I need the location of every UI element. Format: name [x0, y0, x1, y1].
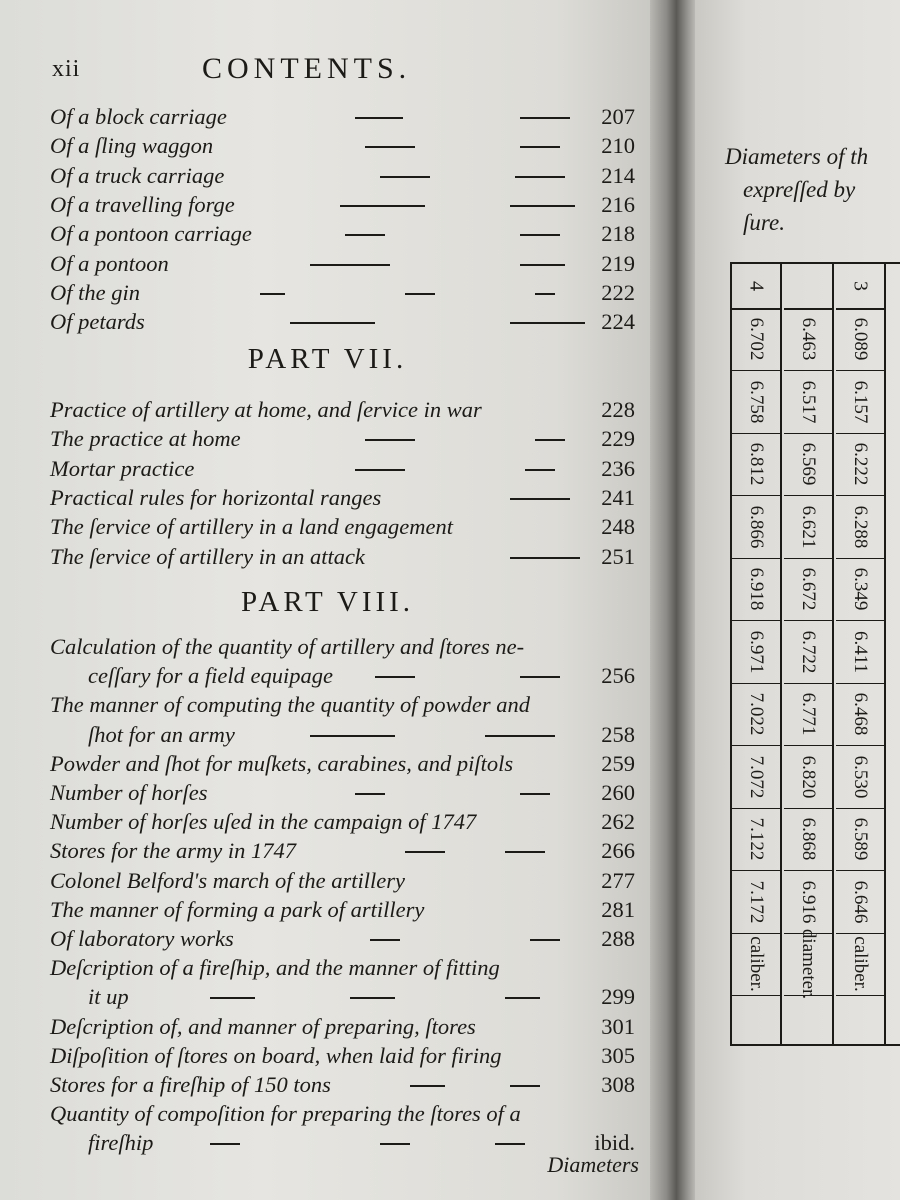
- entry-page-number: 258: [601, 721, 635, 747]
- contents-entry: [50, 778, 635, 807]
- leader-rule: [510, 205, 575, 207]
- leader-rule: [210, 997, 255, 999]
- contents-entry: [50, 866, 635, 895]
- contents-entry: [50, 161, 635, 190]
- leader-rule: [530, 939, 560, 941]
- table-cell: [784, 496, 832, 559]
- contents-entry: [50, 749, 635, 778]
- cell-value: 6.868: [798, 817, 819, 861]
- cell-value: 6.463: [798, 317, 819, 361]
- table-cell: [784, 808, 832, 871]
- leader-rule: [520, 117, 570, 119]
- leader-rule: [350, 997, 395, 999]
- leader-rule: [375, 676, 415, 678]
- cell-value: 6.517: [798, 380, 819, 423]
- contents-entry: [50, 1012, 635, 1041]
- leader-rule: [525, 469, 555, 471]
- entry-page-number: ibid.: [594, 1130, 635, 1156]
- cell-value: 6.971: [746, 630, 767, 673]
- leader-rule: [355, 469, 405, 471]
- entry-title: Diſpoſition of ſtores on board, when laid for firing: [50, 1042, 502, 1068]
- leader-rule: [515, 176, 565, 178]
- table-cell: [732, 308, 780, 371]
- contents-entry: [50, 424, 635, 453]
- leader-rule: [485, 735, 555, 737]
- entry-page-number: 216: [601, 191, 635, 217]
- contents-entry: [50, 307, 635, 336]
- leader-rule: [535, 293, 555, 295]
- entry-page-number: 224: [601, 309, 635, 335]
- column-header-label: 3: [849, 281, 872, 291]
- entry-title: Powder and ſhot for muſkets, carabines, and piſtols: [50, 750, 514, 776]
- contents-entry: [50, 690, 635, 719]
- table-heading: [725, 140, 868, 239]
- running-title: CONTENTS.: [202, 52, 412, 85]
- entry-title: Of petards: [50, 309, 145, 335]
- entry-title: Number of horſes uſed in the campaign of 1747: [50, 809, 477, 835]
- cell-value: 6.468: [850, 692, 871, 736]
- right-page: [695, 0, 900, 1200]
- cell-value: 6.702: [746, 317, 767, 361]
- table-cell: [732, 433, 780, 496]
- cell-value: 6.771: [798, 692, 819, 736]
- table-cell: [732, 683, 780, 746]
- contents-entry: [50, 219, 635, 248]
- cell-value: 6.157: [850, 380, 871, 423]
- cell-value: diameter.: [798, 928, 819, 1000]
- contents-entry: [50, 542, 635, 571]
- heading-line: Diameters of th: [725, 144, 869, 169]
- entry-title: ſhot for an army: [88, 721, 235, 747]
- cell-value: caliber.: [850, 936, 871, 992]
- entry-page-number: 281: [601, 896, 635, 922]
- contents-entry: [50, 454, 635, 483]
- table-cell: [836, 371, 884, 434]
- leader-rule: [535, 439, 565, 441]
- leader-rule: [520, 793, 550, 795]
- entry-title: Deſcription of, and manner of preparing, ſtores: [50, 1013, 476, 1039]
- cell-value: 6.089: [850, 317, 871, 361]
- entry-page-number: 277: [601, 867, 635, 893]
- table-column: [836, 264, 886, 1044]
- cell-value: 7.072: [746, 755, 767, 798]
- contents-entry: [50, 895, 635, 924]
- cell-value: 6.820: [798, 755, 819, 798]
- entry-title: The ſervice of artillery in an attack: [50, 543, 365, 569]
- table-cell: [784, 371, 832, 434]
- contents-entry: [88, 661, 635, 690]
- column-header-label: 4: [745, 281, 768, 291]
- leader-rule: [495, 1143, 525, 1145]
- entry-page-number: 222: [601, 279, 635, 305]
- leader-rule: [345, 234, 385, 236]
- entry-page-number: 308: [601, 1072, 635, 1097]
- entry-title: The ſervice of artillery in a land engagement: [50, 514, 454, 540]
- entry-title: Of a travelling forge: [50, 191, 235, 217]
- entry-title: The manner of forming a park of artillery: [50, 896, 425, 922]
- leader-rule: [410, 1085, 445, 1087]
- cell-value: 6.918: [746, 567, 767, 611]
- table-cell: [732, 746, 780, 809]
- entry-title: Of a truck carriage: [50, 162, 225, 188]
- contents-entry: [50, 278, 635, 307]
- table-cell: [784, 558, 832, 621]
- leader-rule: [380, 176, 430, 178]
- table-cell: [836, 558, 884, 621]
- cell-value: 6.589: [850, 817, 871, 861]
- contents-entry: [50, 483, 635, 512]
- table-cell: [784, 871, 832, 934]
- leader-rule: [520, 264, 565, 266]
- table-cell: [836, 496, 884, 559]
- cell-value: 6.530: [850, 755, 871, 798]
- table-column: [732, 264, 782, 1044]
- cell-value: 6.411: [850, 630, 871, 673]
- entry-page-number: 262: [601, 809, 635, 835]
- leader-rule: [310, 735, 395, 737]
- cell-value: 6.646: [850, 880, 871, 923]
- column-header: [836, 264, 884, 310]
- entry-page-number: 299: [601, 984, 635, 1010]
- contents-entry: [50, 807, 635, 836]
- entry-page-number: 305: [601, 1042, 635, 1068]
- cell-value: 6.349: [850, 567, 871, 611]
- entry-title: Colonel Belford's march of the artillery: [50, 867, 405, 893]
- cell-value: 6.916: [798, 880, 819, 923]
- table-cell: [732, 933, 780, 996]
- contents-entry: [50, 1041, 635, 1070]
- leader-rule: [405, 293, 435, 295]
- part-heading: PART VII.: [247, 343, 408, 375]
- entry-title: Stores for a fireſhip of 150 tons: [50, 1072, 331, 1097]
- cell-value: 6.812: [746, 442, 767, 486]
- entry-page-number: 266: [601, 838, 635, 864]
- cell-value: 6.866: [746, 505, 767, 548]
- contents-entry: [50, 953, 635, 982]
- table-cell: [784, 928, 832, 1000]
- entry-title: fireſhip: [88, 1130, 154, 1156]
- cell-value: 7.022: [746, 692, 767, 736]
- leader-rule: [260, 293, 285, 295]
- leader-rule: [505, 851, 545, 853]
- contents-entry: [50, 190, 635, 219]
- table-cell: [732, 808, 780, 871]
- cell-value: 7.122: [746, 817, 767, 861]
- table-cell: [836, 433, 884, 496]
- leader-rule: [510, 1085, 540, 1087]
- table-cell: [836, 933, 884, 996]
- leader-rule: [340, 205, 425, 207]
- entry-title: Of a pontoon carriage: [50, 221, 252, 247]
- entry-page-number: 259: [601, 750, 635, 776]
- table-cell: [836, 621, 884, 684]
- leader-rule: [520, 234, 560, 236]
- leader-rule: [510, 498, 570, 500]
- entry-page-number: 260: [601, 780, 635, 805]
- entry-title: Calculation of the quantity of artillery and ſtores ne-: [50, 634, 525, 659]
- leader-rule: [510, 322, 585, 324]
- entry-page-number: 256: [601, 663, 635, 689]
- entry-page-number: 219: [601, 250, 635, 276]
- cell-value: 6.288: [850, 505, 871, 548]
- cell-value: 6.722: [798, 630, 819, 673]
- entry-page-number: 210: [601, 133, 635, 159]
- table-cell: [836, 808, 884, 871]
- entry-page-number: 207: [601, 104, 635, 129]
- entry-page-number: 241: [601, 484, 635, 510]
- table-cell: [732, 621, 780, 684]
- cell-value: 6.672: [798, 567, 819, 611]
- leader-rule: [290, 322, 375, 324]
- leader-rule: [365, 146, 415, 148]
- leader-rule: [510, 557, 580, 559]
- leader-rule: [355, 117, 403, 119]
- leader-rule: [370, 939, 400, 941]
- entry-title: Practice of artillery at home, and ſervice in war: [50, 397, 482, 422]
- entry-title: Mortar practice: [50, 455, 195, 481]
- contents-entry: [50, 1099, 635, 1128]
- entry-page-number: 236: [601, 455, 635, 481]
- column-header: [784, 264, 832, 310]
- entry-title: Number of horſes: [50, 780, 208, 805]
- leader-rule: [505, 997, 540, 999]
- table-cell: [836, 308, 884, 371]
- entry-page-number: 228: [601, 397, 635, 422]
- cell-value: 6.621: [798, 505, 819, 548]
- leader-rule: [210, 1143, 240, 1145]
- leader-rule: [520, 146, 560, 148]
- table-cell: [784, 746, 832, 809]
- heading-line: ſure.: [743, 210, 785, 235]
- entry-title: Stores for the army in 1747: [50, 838, 297, 864]
- contents-entry: [50, 632, 635, 661]
- cell-value: 6.222: [850, 442, 871, 486]
- entry-page-number: 288: [601, 926, 635, 951]
- table-cell: [732, 558, 780, 621]
- entry-title: The manner of computing the quantity of powder and: [50, 692, 530, 718]
- table-cell: [784, 683, 832, 746]
- entry-title: it up: [88, 984, 129, 1010]
- table-cell: [836, 683, 884, 746]
- leader-rule: [355, 793, 385, 795]
- entry-page-number: 251: [601, 543, 635, 569]
- contents-entry: [50, 924, 635, 953]
- table-cell: [732, 871, 780, 934]
- entry-title: Of a block carriage: [50, 104, 227, 129]
- cell-value: caliber.: [746, 936, 767, 992]
- leader-rule: [380, 1143, 410, 1145]
- contents-entry: [50, 395, 635, 424]
- table-cell: [784, 621, 832, 684]
- contents-entry: [50, 512, 635, 541]
- table-cell: [732, 496, 780, 559]
- entry-title: Quantity of compoſition for preparing the ſtores of a: [50, 1101, 521, 1127]
- contents-entry: [50, 249, 635, 278]
- table-column: [784, 264, 834, 1044]
- entry-title: Of a ſling waggon: [50, 133, 214, 159]
- part-heading: PART VIII.: [240, 586, 415, 618]
- entry-title: Of a pontoon: [50, 250, 169, 276]
- contents-entry: [50, 1070, 635, 1099]
- leader-rule: [520, 676, 560, 678]
- entry-page-number: 248: [601, 514, 635, 540]
- entry-page-number: 229: [601, 426, 635, 452]
- page-number: xii: [52, 56, 81, 82]
- entry-title: Of laboratory works: [50, 926, 234, 951]
- cell-value: 7.172: [746, 880, 767, 923]
- contents-entry: [50, 131, 635, 160]
- entry-page-number: 218: [601, 221, 635, 247]
- cell-value: 6.569: [798, 442, 819, 486]
- contents-entry: [88, 982, 635, 1011]
- table-cell: [836, 871, 884, 934]
- contents-entry: [50, 102, 635, 131]
- contents-entry: [88, 720, 635, 749]
- table-cell: [836, 746, 884, 809]
- entry-page-number: 214: [601, 162, 635, 188]
- leader-rule: [310, 264, 390, 266]
- leader-rule: [365, 439, 415, 441]
- table-cell: [732, 371, 780, 434]
- entry-title: ceſſary for a field equipage: [88, 663, 333, 689]
- entry-page-number: 301: [601, 1013, 635, 1039]
- book-gutter: [650, 0, 698, 1200]
- leader-rule: [405, 851, 445, 853]
- table-cell: [784, 308, 832, 371]
- contents-entry: [50, 836, 635, 865]
- column-header: [732, 264, 780, 310]
- heading-line: expreſſed by: [743, 177, 856, 202]
- entry-title: Of the gin: [50, 279, 140, 305]
- diameters-table: [730, 262, 900, 1046]
- entry-title: Practical rules for horizontal ranges: [50, 484, 382, 510]
- catchword: Diameters: [547, 1152, 639, 1177]
- cell-value: 6.758: [746, 380, 767, 423]
- entry-title: The practice at home: [50, 426, 241, 452]
- table-cell: [784, 433, 832, 496]
- entry-title: Deſcription of a fireſhip, and the manner of fitting: [50, 955, 500, 981]
